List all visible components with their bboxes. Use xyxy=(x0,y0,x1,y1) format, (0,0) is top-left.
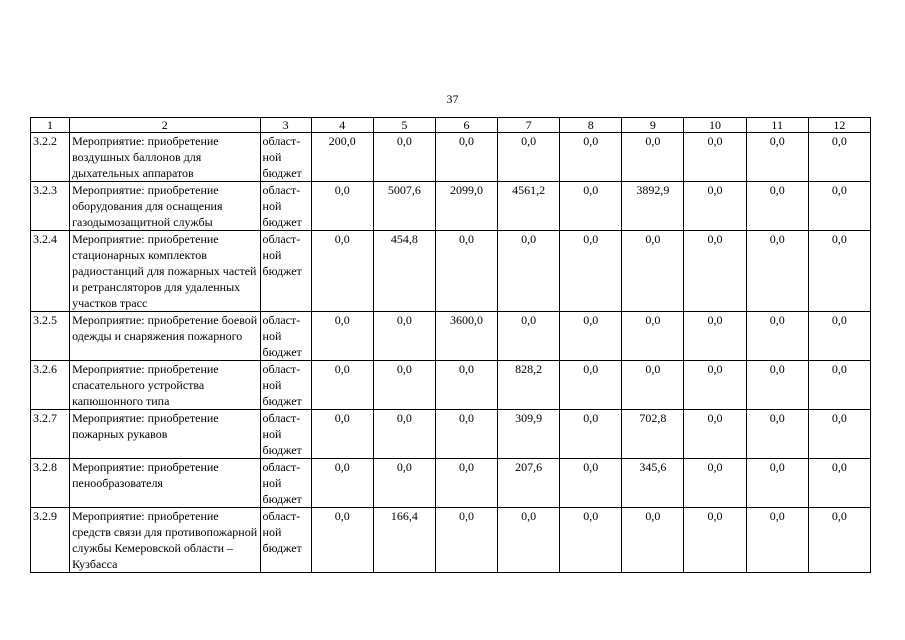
row-value: 0,0 xyxy=(684,182,746,231)
row-value: 0,0 xyxy=(808,182,870,231)
row-value: 0,0 xyxy=(808,231,870,312)
row-funding-source: област-ной бюджет xyxy=(260,231,311,312)
column-header: 6 xyxy=(435,118,497,133)
row-value: 0,0 xyxy=(311,182,373,231)
row-value: 0,0 xyxy=(746,459,808,508)
row-funding-source: област-ной бюджет xyxy=(260,508,311,573)
row-code: 3.2.6 xyxy=(31,361,70,410)
row-value: 0,0 xyxy=(622,133,684,182)
row-value: 0,0 xyxy=(622,361,684,410)
row-value: 0,0 xyxy=(684,133,746,182)
row-value: 5007,6 xyxy=(373,182,435,231)
row-value: 0,0 xyxy=(808,410,870,459)
row-value: 0,0 xyxy=(435,133,497,182)
row-code: 3.2.7 xyxy=(31,410,70,459)
row-value: 166,4 xyxy=(373,508,435,573)
row-value: 0,0 xyxy=(311,231,373,312)
row-code: 3.2.4 xyxy=(31,231,70,312)
row-code: 3.2.8 xyxy=(31,459,70,508)
table-row xyxy=(31,361,871,410)
budget-table xyxy=(30,117,871,573)
row-funding-source: област-ной бюджет xyxy=(260,459,311,508)
row-value: 0,0 xyxy=(684,231,746,312)
row-funding-source: област-ной бюджет xyxy=(260,410,311,459)
table-row xyxy=(31,312,871,361)
page-number: 37 xyxy=(446,92,459,106)
row-value: 0,0 xyxy=(808,459,870,508)
table-body xyxy=(31,133,871,573)
row-value: 0,0 xyxy=(311,410,373,459)
column-header: 3 xyxy=(260,118,311,133)
row-value: 0,0 xyxy=(684,508,746,573)
row-value: 0,0 xyxy=(373,133,435,182)
row-value: 0,0 xyxy=(311,508,373,573)
row-value: 207,6 xyxy=(498,459,560,508)
row-value: 345,6 xyxy=(622,459,684,508)
row-value: 0,0 xyxy=(808,312,870,361)
row-value: 0,0 xyxy=(808,508,870,573)
column-header: 12 xyxy=(808,118,870,133)
column-header: 1 xyxy=(31,118,70,133)
row-value: 0,0 xyxy=(560,182,622,231)
row-value: 454,8 xyxy=(373,231,435,312)
row-value: 0,0 xyxy=(746,133,808,182)
row-value: 0,0 xyxy=(311,361,373,410)
table-row xyxy=(31,410,871,459)
row-activity-name: Мероприятие: приобретение воздушных баллонов для дыхательных аппаратов xyxy=(70,133,260,182)
row-value: 0,0 xyxy=(311,312,373,361)
table-row xyxy=(31,508,871,573)
row-value: 0,0 xyxy=(684,361,746,410)
table-header-row xyxy=(31,118,871,133)
row-value: 0,0 xyxy=(684,312,746,361)
row-activity-name: Мероприятие: приобретение пенообразователя xyxy=(70,459,260,508)
row-funding-source: област-ной бюджет xyxy=(260,312,311,361)
table-row xyxy=(31,133,871,182)
table-row xyxy=(31,182,871,231)
row-value: 2099,0 xyxy=(435,182,497,231)
row-value: 0,0 xyxy=(498,312,560,361)
row-value: 0,0 xyxy=(560,410,622,459)
row-value: 0,0 xyxy=(435,231,497,312)
column-header: 7 xyxy=(498,118,560,133)
column-header: 11 xyxy=(746,118,808,133)
row-value: 0,0 xyxy=(746,361,808,410)
row-value: 0,0 xyxy=(498,231,560,312)
row-code: 3.2.3 xyxy=(31,182,70,231)
row-funding-source: област-ной бюджет xyxy=(260,361,311,410)
row-value: 0,0 xyxy=(498,133,560,182)
row-activity-name: Мероприятие: приобретение боевой одежды и снаряжения пожарного xyxy=(70,312,260,361)
row-value: 0,0 xyxy=(746,231,808,312)
row-value: 0,0 xyxy=(373,361,435,410)
row-value: 3600,0 xyxy=(435,312,497,361)
row-value: 0,0 xyxy=(560,312,622,361)
row-value: 0,0 xyxy=(808,133,870,182)
row-value: 0,0 xyxy=(373,459,435,508)
row-value: 0,0 xyxy=(373,312,435,361)
column-header: 10 xyxy=(684,118,746,133)
row-funding-source: област-ной бюджет xyxy=(260,133,311,182)
row-value: 0,0 xyxy=(746,508,808,573)
row-value: 0,0 xyxy=(498,508,560,573)
column-header: 4 xyxy=(311,118,373,133)
row-activity-name: Мероприятие: приобретение оборудования для оснащения газодымозащитной службы xyxy=(70,182,260,231)
row-code: 3.2.9 xyxy=(31,508,70,573)
column-header: 8 xyxy=(560,118,622,133)
row-value: 702,8 xyxy=(622,410,684,459)
row-code: 3.2.2 xyxy=(31,133,70,182)
row-value: 0,0 xyxy=(373,410,435,459)
row-value: 200,0 xyxy=(311,133,373,182)
table-row xyxy=(31,459,871,508)
table-row xyxy=(31,231,871,312)
row-activity-name: Мероприятие: приобретение стационарных комплектов радиостанций для пожарных частей и ретрансляторов для удаленных участков трасс xyxy=(70,231,260,312)
row-value: 0,0 xyxy=(560,361,622,410)
row-value: 0,0 xyxy=(746,312,808,361)
row-funding-source: област-ной бюджет xyxy=(260,182,311,231)
row-value: 0,0 xyxy=(311,459,373,508)
row-value: 0,0 xyxy=(560,508,622,573)
row-value: 4561,2 xyxy=(498,182,560,231)
column-header: 2 xyxy=(70,118,260,133)
row-value: 0,0 xyxy=(622,312,684,361)
row-value: 0,0 xyxy=(684,410,746,459)
row-value: 828,2 xyxy=(498,361,560,410)
row-value: 0,0 xyxy=(622,231,684,312)
row-value: 0,0 xyxy=(684,459,746,508)
row-activity-name: Мероприятие: приобретение пожарных рукавов xyxy=(70,410,260,459)
row-value: 0,0 xyxy=(622,508,684,573)
row-value: 3892,9 xyxy=(622,182,684,231)
row-value: 0,0 xyxy=(746,182,808,231)
column-header: 9 xyxy=(622,118,684,133)
row-code: 3.2.5 xyxy=(31,312,70,361)
row-value: 0,0 xyxy=(560,133,622,182)
row-value: 0,0 xyxy=(435,361,497,410)
row-activity-name: Мероприятие: приобретение спасательного устройства капюшонного типа xyxy=(70,361,260,410)
row-value: 0,0 xyxy=(435,459,497,508)
row-value: 0,0 xyxy=(435,508,497,573)
row-value: 0,0 xyxy=(808,361,870,410)
row-value: 0,0 xyxy=(560,231,622,312)
row-value: 309,9 xyxy=(498,410,560,459)
row-value: 0,0 xyxy=(435,410,497,459)
column-header: 5 xyxy=(373,118,435,133)
row-value: 0,0 xyxy=(746,410,808,459)
row-activity-name: Мероприятие: приобретение средств связи для противопожарной службы Кемеровской области – Кузбасса xyxy=(70,508,260,573)
row-value: 0,0 xyxy=(560,459,622,508)
